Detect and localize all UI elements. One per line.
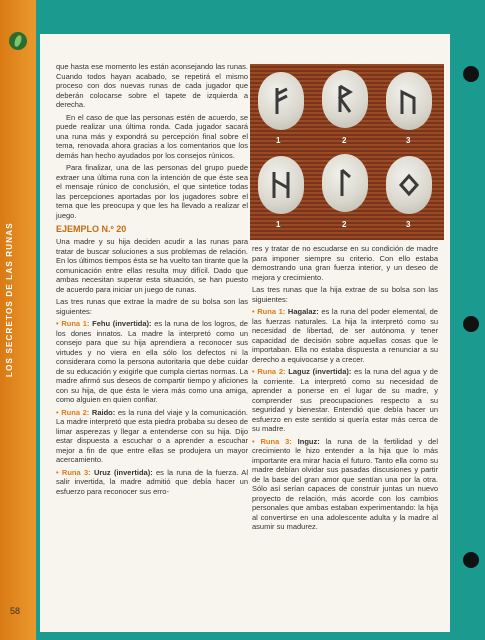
leaf-icon: [9, 32, 27, 50]
stone-number: 2: [342, 220, 347, 229]
hagalaz-rune-icon: [268, 168, 294, 202]
rune-stone: [258, 72, 304, 130]
list-item: • Runa 1: Hagalaz: es la runa del poder elemental, de las fuerzas naturales. La hija la interpretó como su necesidad de libertad, de ser autónoma y tener capacidad de decisión sobre aquellas cosas que le importaban. Ella no estaba dispuesta a renunciar a su derecho a equivocarse y a crecer.: [252, 307, 438, 364]
paragraph: Las tres runas que extrae la madre de su bolsa son las siguientes:: [56, 297, 248, 316]
stone-number: 1: [276, 220, 281, 229]
rune-stone: [322, 154, 368, 212]
sidebar-title: LOS SECRETOS DE LAS RUNAS: [5, 222, 14, 378]
rune-stone: [386, 72, 432, 130]
list-item: • Runa 3: Inguz: la runa de la fertilidad y del crecimiento le hizo entender a la hija que lo más importante era mirar hacia el futuro. Tanto ella como su madre debían olvidar sus pasadas discusiones y partir de la base del gran amor que sentían una por la otra. Sólo así serían capaces de construir juntas un nuevo proyecto de relación, más acorde con los cambios personales que ambas estaban experimentando: la hija al convertirse en una adolescente adulta y la madre al asumir su madurez.: [252, 436, 438, 531]
paragraph: En el caso de que las personas estén de acuerdo, se puede realizar una última ronda. Cada jugador sacará una runa más y expondrá su percepción final sobre el tema, renovada ahora gracias a los comentarios que los demás han hecho ayudados por los consejos rúnicos.: [56, 112, 248, 160]
binder-hole-icon: [463, 66, 479, 82]
runes-photo: [250, 64, 444, 240]
rune-stone: [322, 70, 368, 128]
binder-hole-icon: [463, 316, 479, 332]
raido-rune-icon: [332, 82, 358, 116]
laguz-rune-icon: [332, 166, 358, 200]
rune-stone: [258, 156, 304, 214]
paragraph: que hasta ese momento les están aconsejando las runas. Cuando todos hayan acabado, se repetirá el mismo proceso con dos nuevas runas de cada jugador que deberán colocarse sobre el tapete de izquierda a derecha.: [56, 62, 248, 109]
example-heading: EJEMPLO N.º 20: [56, 224, 127, 234]
text-column-left: [56, 62, 248, 499]
paragraph: Las tres runas que la hija extrae de su bolsa son las siguientes:: [252, 285, 438, 304]
list-item: • Runa 1: Fehu (invertida): es la runa de los logros, de los dones innatos. La madre la interpretó como un consejo para que su hija aprendiera a reconocer sus virtudes y no viera en ella sólo los defectos ni la considerara como la persona autoritaria que debe cuidar de su educación y exigirle que cumpla ciertas normas. La madre afirmó sus deseos de compartir tiempo y aficiones con su hija, de que ésta le viera más como una amiga, como alguien en quien confiar.: [56, 319, 248, 404]
paragraph: res y tratar de no escudarse en su condición de madre para imponer siempre su criterio. Con ello estaba demostrando una gran fuerza interior, y un deseo de mejora y crecimiento.: [252, 244, 438, 282]
list-item: • Runa 2: Raido: es la runa del viaje y la comunicación. La madre interpretó que esta piedra probaba su deseo de limar asperezas y llegar a entenderse con su hija. Dijo estar dispuesta a escuchar o a aprender a escuchar mejor a fin de que entre ellas se produjera un mayor acercamiento.: [56, 407, 248, 464]
stone-number: 1: [276, 136, 281, 145]
list-item: • Runa 2: Laguz (invertida): es la runa del agua y de la corriente. La interpretó como su necesidad de aprender a ponerse en el lugar de su madre, y comprender sus preocupaciones respecto a su seguridad y bienestar. Entendió que debía hacer un esfuerzo en este sentido si quería estar más cerca de su madre.: [252, 367, 438, 433]
page-number: 58: [10, 606, 21, 616]
text-column-right: [252, 244, 438, 535]
rune-stone: [386, 156, 432, 214]
uruz-rune-icon: [396, 84, 422, 118]
stone-number: 3: [406, 220, 411, 229]
inguz-rune-icon: [396, 168, 422, 202]
stone-number: 3: [406, 136, 411, 145]
stone-number: 2: [342, 136, 347, 145]
fehu-rune-icon: [268, 84, 294, 118]
paragraph: Para finalizar, una de las personas del grupo puede extraer una última runa con la intención de que éste sea el mensaje rúnico de conclusión, el que sintetice todas las percepciones aportadas por los jugadores sobre el tema que les preocupa y que les ha llevado a realizar el juego.: [56, 163, 248, 220]
binder-hole-icon: [463, 552, 479, 568]
paragraph: Una madre y su hija deciden acudir a las runas para tratar de buscar soluciones a sus problemas de relación. En los últimos tiempos ésta se ha vuelto tan tirante que la comunicación entre ellas resulta muy difícil. Dado que ambas necesitan superar esta situación, se han puesto de acuerdo para iniciar un juego de runas.: [56, 237, 248, 294]
list-item: • Runa 3: Uruz (invertida): es la runa de la fuerza. Al salir invertida, la madre admitió que debía hacer un esfuerzo para reconocer sus erro-: [56, 467, 248, 496]
